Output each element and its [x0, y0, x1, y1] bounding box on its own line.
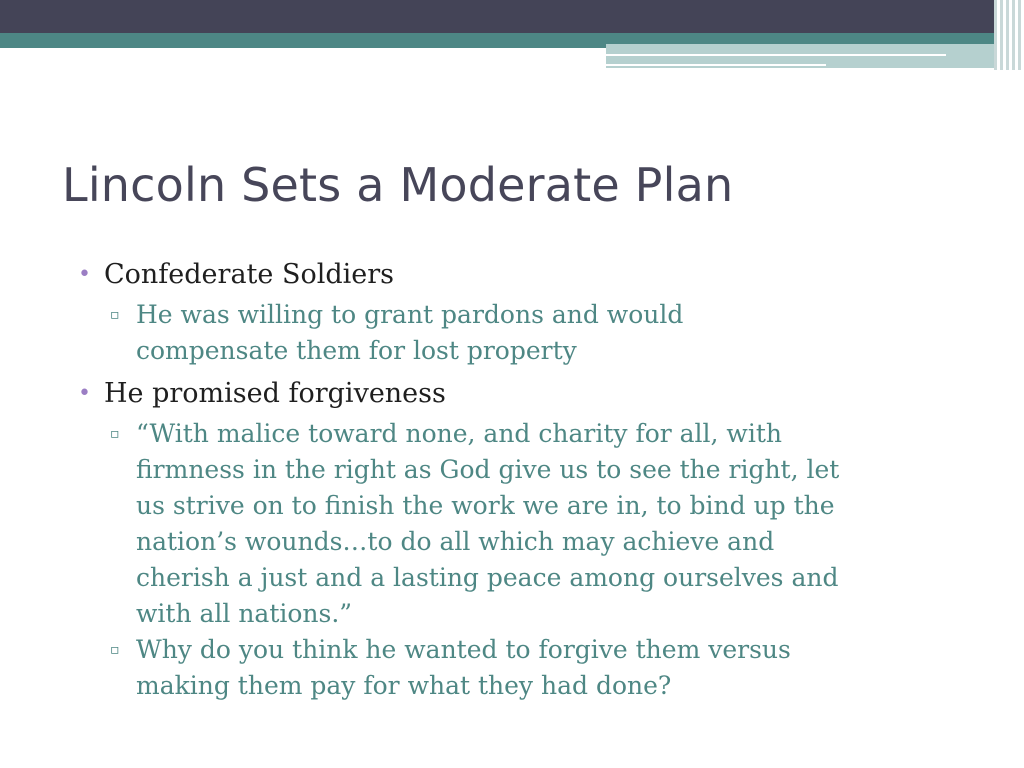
sub-bullet-item: [72, 416, 972, 632]
slide-body: [72, 256, 972, 704]
bullet-square-icon: ▫: [110, 642, 120, 658]
sub-bullet-item: [72, 632, 972, 704]
sub-bullet-text: making them pay for what they had done?: [136, 671, 672, 700]
header-bar-dark: [0, 0, 1024, 33]
sub-bullet-text: “With malice toward none, and charity for all, with: [136, 419, 782, 448]
sub-bullet-text: He was willing to grant pardons and would: [136, 300, 684, 329]
sub-bullet-text: nation’s wounds…to do all which may achieve and: [136, 527, 775, 556]
bullet-square-icon: ▫: [110, 307, 120, 323]
header-stripes: [994, 0, 1024, 70]
header-accent-line: [606, 64, 826, 66]
bullet-square-icon: ▫: [110, 426, 120, 442]
sub-bullet-item: [72, 297, 972, 369]
slide-title: Lincoln Sets a Moderate Plan: [62, 158, 734, 212]
bullet-text: He promised forgiveness: [104, 378, 446, 409]
sub-bullet-text: Why do you think he wanted to forgive them versus: [136, 635, 791, 664]
sub-bullet-text: with all nations.”: [136, 599, 353, 628]
sub-bullet-text: firmness in the right as God give us to see the right, let: [136, 455, 840, 484]
bullet-dot-icon: •: [78, 381, 91, 406]
bullet-item: [72, 375, 972, 412]
header-accent-line: [606, 54, 946, 56]
sub-bullet-text: compensate them for lost property: [136, 336, 577, 365]
sub-bullet-text: cherish a just and a lasting peace among ourselves and: [136, 563, 839, 592]
bullet-text: Confederate Soldiers: [104, 259, 394, 290]
bullet-dot-icon: •: [78, 262, 91, 287]
bullet-item: [72, 256, 972, 293]
sub-bullet-text: us strive on to finish the work we are in, to bind up the: [136, 491, 835, 520]
